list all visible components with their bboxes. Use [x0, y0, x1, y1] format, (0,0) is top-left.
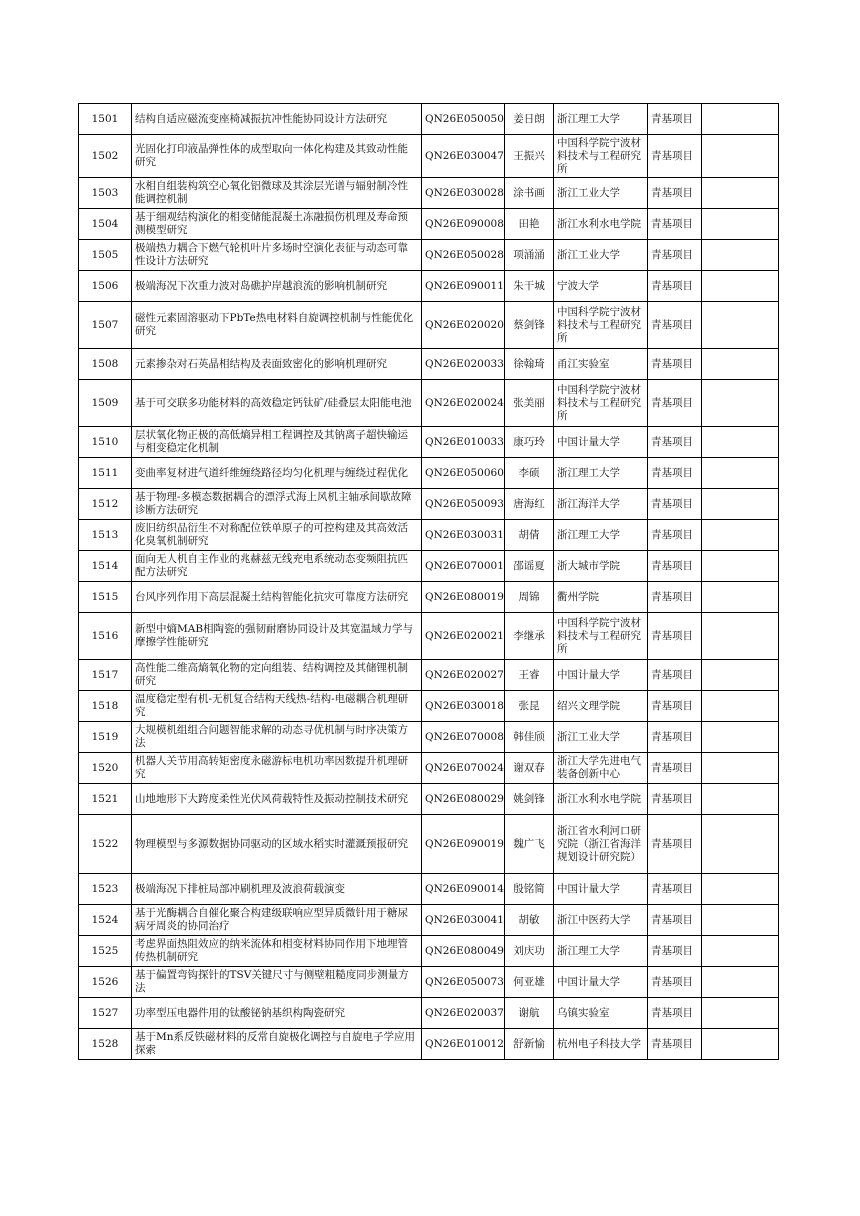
row-number: 1504 [79, 209, 132, 240]
row-number: 1514 [79, 551, 132, 582]
project-code: QN26E010033 [422, 427, 505, 458]
institution: 中国计量大学 [554, 874, 648, 905]
remarks-cell [702, 551, 779, 582]
applicant-name: 朱干城 [505, 271, 554, 302]
institution: 中国科学院宁波材料技术与工程研究所 [554, 302, 648, 349]
table-row [79, 178, 779, 209]
applicant-name: 徐翰琦 [505, 349, 554, 380]
applicant-name: 唐海红 [505, 489, 554, 520]
row-number: 1517 [79, 660, 132, 691]
table-row [79, 874, 779, 905]
project-type: 青基项目 [648, 489, 702, 520]
row-number: 1518 [79, 691, 132, 722]
row-number: 1505 [79, 240, 132, 271]
project-title: 物理模型与多源数据协同驱动的区域水稻实时灌溉预报研究 [132, 815, 422, 874]
institution: 浙江海洋大学 [554, 489, 648, 520]
table-row [79, 135, 779, 178]
project-type: 青基项目 [648, 380, 702, 427]
table-row [79, 998, 779, 1029]
project-type: 青基项目 [648, 784, 702, 815]
project-code: QN26E090014 [422, 874, 505, 905]
project-type: 青基项目 [648, 458, 702, 489]
project-type: 青基项目 [648, 613, 702, 660]
project-title: 光固化打印液晶弹性体的成型取向一体化构建及其致动性能研究 [132, 135, 422, 178]
row-number: 1523 [79, 874, 132, 905]
project-title: 磁性元素固溶驱动下PbTe热电材料自旋调控机制与性能优化研究 [132, 302, 422, 349]
table-row [79, 349, 779, 380]
project-type: 青基项目 [648, 135, 702, 178]
project-type: 青基项目 [648, 1029, 702, 1060]
applicant-name: 殷铭简 [505, 874, 554, 905]
remarks-cell [702, 815, 779, 874]
row-number: 1516 [79, 613, 132, 660]
table-row [79, 302, 779, 349]
project-table [78, 103, 779, 1060]
table-row [79, 936, 779, 967]
institution: 宁波大学 [554, 271, 648, 302]
project-title: 废旧纺织品衍生不对称配位铁单原子的可控构建及其高效活化臭氧机制研究 [132, 520, 422, 551]
applicant-name: 康巧玲 [505, 427, 554, 458]
applicant-name: 谢航 [505, 998, 554, 1029]
project-title: 极端海况下排桩局部冲刷机理及波浪荷载演变 [132, 874, 422, 905]
applicant-name: 张美丽 [505, 380, 554, 427]
project-title: 高性能二维高熵氧化物的定向组装、结构调控及其储锂机制研究 [132, 660, 422, 691]
row-number: 1510 [79, 427, 132, 458]
table-row [79, 660, 779, 691]
remarks-cell [702, 104, 779, 135]
project-type: 青基项目 [648, 209, 702, 240]
applicant-name: 涂书画 [505, 178, 554, 209]
project-title: 温度稳定型有机-无机复合结构天线热-结构-电磁耦合机理研究 [132, 691, 422, 722]
project-title: 元素掺杂对石英晶相结构及表面致密化的影响机理研究 [132, 349, 422, 380]
project-type: 青基项目 [648, 104, 702, 135]
project-type: 青基项目 [648, 815, 702, 874]
institution: 中国科学院宁波材料技术与工程研究所 [554, 380, 648, 427]
institution: 浙大城市学院 [554, 551, 648, 582]
row-number: 1524 [79, 905, 132, 936]
project-type: 青基项目 [648, 551, 702, 582]
institution: 中国科学院宁波材料技术与工程研究所 [554, 135, 648, 178]
project-code: QN26E080029 [422, 784, 505, 815]
project-code: QN26E030028 [422, 178, 505, 209]
applicant-name: 胡倩 [505, 520, 554, 551]
project-title: 基于可交联多功能材料的高效稳定钙钛矿/硅叠层太阳能电池 [132, 380, 422, 427]
remarks-cell [702, 380, 779, 427]
project-type: 青基项目 [648, 427, 702, 458]
applicant-name: 邵谣夏 [505, 551, 554, 582]
institution: 中国科学院宁波材料技术与工程研究所 [554, 613, 648, 660]
row-number: 1519 [79, 722, 132, 753]
table-row [79, 240, 779, 271]
project-title: 面向无人机自主作业的兆赫兹无线充电系统动态变频阻抗匹配方法研究 [132, 551, 422, 582]
project-type: 青基项目 [648, 905, 702, 936]
remarks-cell [702, 967, 779, 998]
project-title: 考虑界面热阻效应的纳米流体和相变材料协同作用下地埋管传热机制研究 [132, 936, 422, 967]
project-code: QN26E030018 [422, 691, 505, 722]
project-type: 青基项目 [648, 520, 702, 551]
project-type: 青基项目 [648, 178, 702, 209]
remarks-cell [702, 240, 779, 271]
project-type: 青基项目 [648, 691, 702, 722]
row-number: 1526 [79, 967, 132, 998]
table-row [79, 520, 779, 551]
project-title: 极端海况下次重力波对岛礁护岸越浪流的影响机制研究 [132, 271, 422, 302]
project-code: QN26E030041 [422, 905, 505, 936]
remarks-cell [702, 613, 779, 660]
project-type: 青基项目 [648, 660, 702, 691]
remarks-cell [702, 874, 779, 905]
remarks-cell [702, 660, 779, 691]
table-row [79, 967, 779, 998]
institution: 甬江实验室 [554, 349, 648, 380]
table-row [79, 1029, 779, 1060]
project-code: QN26E050073 [422, 967, 505, 998]
applicant-name: 蔡剑锋 [505, 302, 554, 349]
table-row [79, 104, 779, 135]
institution: 中国计量大学 [554, 660, 648, 691]
institution: 乌镇实验室 [554, 998, 648, 1029]
table-row [79, 427, 779, 458]
institution: 浙江理工大学 [554, 458, 648, 489]
remarks-cell [702, 1029, 779, 1060]
project-code: QN26E020020 [422, 302, 505, 349]
institution: 绍兴文理学院 [554, 691, 648, 722]
project-type: 青基项目 [648, 998, 702, 1029]
applicant-name: 谢双春 [505, 753, 554, 784]
project-title: 山地地形下大跨度柔性光伏风荷载特性及振动控制技术研究 [132, 784, 422, 815]
institution: 浙江理工大学 [554, 104, 648, 135]
remarks-cell [702, 520, 779, 551]
applicant-name: 胡敏 [505, 905, 554, 936]
applicant-name: 魏广飞 [505, 815, 554, 874]
project-code: QN26E020024 [422, 380, 505, 427]
institution: 杭州电子科技大学 [554, 1029, 648, 1060]
project-code: QN26E010012 [422, 1029, 505, 1060]
project-code: QN26E030047 [422, 135, 505, 178]
project-type: 青基项目 [648, 240, 702, 271]
applicant-name: 田艳 [505, 209, 554, 240]
project-code: QN26E020037 [422, 998, 505, 1029]
project-type: 青基项目 [648, 302, 702, 349]
project-code: QN26E090019 [422, 815, 505, 874]
project-code: QN26E020027 [422, 660, 505, 691]
remarks-cell [702, 998, 779, 1029]
project-title: 水相自组装构筑空心氧化铝微球及其涂层光谱与辐射制冷性能调控机制 [132, 178, 422, 209]
project-title: 基于细观结构演化的相变储能混凝土冻融损伤机理及寿命预测模型研究 [132, 209, 422, 240]
project-title: 机器人关节用高转矩密度永磁游标电机功率因数提升机理研究 [132, 753, 422, 784]
row-number: 1513 [79, 520, 132, 551]
project-code: QN26E050060 [422, 458, 505, 489]
applicant-name: 舒新愉 [505, 1029, 554, 1060]
project-type: 青基项目 [648, 936, 702, 967]
table-row [79, 551, 779, 582]
table-row [79, 784, 779, 815]
remarks-cell [702, 722, 779, 753]
institution: 中国计量大学 [554, 427, 648, 458]
institution: 浙江工业大学 [554, 178, 648, 209]
remarks-cell [702, 178, 779, 209]
table-row [79, 905, 779, 936]
project-title: 大规模机组组合问题智能求解的动态寻优机制与时序决策方法 [132, 722, 422, 753]
applicant-name: 何亚雄 [505, 967, 554, 998]
project-type: 青基项目 [648, 874, 702, 905]
remarks-cell [702, 936, 779, 967]
project-code: QN26E090011 [422, 271, 505, 302]
institution: 浙江理工大学 [554, 936, 648, 967]
project-type: 青基项目 [648, 722, 702, 753]
applicant-name: 姚剑锋 [505, 784, 554, 815]
table-row [79, 458, 779, 489]
institution: 浙江水利水电学院 [554, 209, 648, 240]
institution: 浙江大学先进电气装备创新中心 [554, 753, 648, 784]
row-number: 1520 [79, 753, 132, 784]
table-row [79, 753, 779, 784]
row-number: 1503 [79, 178, 132, 209]
row-number: 1501 [79, 104, 132, 135]
table-row [79, 380, 779, 427]
remarks-cell [702, 427, 779, 458]
project-type: 青基项目 [648, 582, 702, 613]
remarks-cell [702, 271, 779, 302]
row-number: 1508 [79, 349, 132, 380]
project-title: 结构自适应磁流变座椅减振抗冲性能协同设计方法研究 [132, 104, 422, 135]
project-code: QN26E070001 [422, 551, 505, 582]
applicant-name: 王睿 [505, 660, 554, 691]
institution: 浙江理工大学 [554, 520, 648, 551]
remarks-cell [702, 209, 779, 240]
table-row [79, 613, 779, 660]
institution: 浙江水利水电学院 [554, 784, 648, 815]
table-row [79, 271, 779, 302]
table-row [79, 209, 779, 240]
row-number: 1527 [79, 998, 132, 1029]
applicant-name: 韩佳颀 [505, 722, 554, 753]
row-number: 1515 [79, 582, 132, 613]
applicant-name: 王振兴 [505, 135, 554, 178]
project-title: 基于偏置弯钩探针的TSV关键尺寸与侧壁粗糙度同步测量方法 [132, 967, 422, 998]
project-code: QN26E080019 [422, 582, 505, 613]
institution: 浙江工业大学 [554, 240, 648, 271]
project-type: 青基项目 [648, 349, 702, 380]
applicant-name: 刘庆功 [505, 936, 554, 967]
row-number: 1502 [79, 135, 132, 178]
remarks-cell [702, 302, 779, 349]
project-title: 基于光酶耦合自催化聚合构建级联响应型异质微针用于糖尿病牙周炎的协同治疗 [132, 905, 422, 936]
project-title: 层状氧化物正极的高低熵异相工程调控及其钠离子超快输运与相变稳定化机制 [132, 427, 422, 458]
row-number: 1525 [79, 936, 132, 967]
remarks-cell [702, 349, 779, 380]
project-type: 青基项目 [648, 753, 702, 784]
remarks-cell [702, 458, 779, 489]
project-code: QN26E020021 [422, 613, 505, 660]
institution: 浙江工业大学 [554, 722, 648, 753]
row-number: 1507 [79, 302, 132, 349]
project-title: 基于物理-多模态数据耦合的漂浮式海上风机主轴承间歇故障诊断方法研究 [132, 489, 422, 520]
institution: 浙江省水利河口研究院（浙江省海洋规划设计研究院） [554, 815, 648, 874]
project-title: 台风序列作用下高层混凝土结构智能化抗灾可靠度方法研究 [132, 582, 422, 613]
applicant-name: 姜日朗 [505, 104, 554, 135]
remarks-cell [702, 784, 779, 815]
row-number: 1521 [79, 784, 132, 815]
institution: 中国计量大学 [554, 967, 648, 998]
project-code: QN26E050050 [422, 104, 505, 135]
table-row [79, 722, 779, 753]
project-title: 功率型压电器件用的钛酸铋钠基织构陶瓷研究 [132, 998, 422, 1029]
remarks-cell [702, 489, 779, 520]
project-title: 变曲率复材进气道纤维缠绕路径均匀化机理与缠绕过程优化 [132, 458, 422, 489]
project-title: 新型中熵MAB相陶瓷的强韧耐磨协同设计及其宽温域力学与摩擦学性能研究 [132, 613, 422, 660]
project-title: 极端热力耦合下燃气轮机叶片多场时空演化表征与动态可靠性设计方法研究 [132, 240, 422, 271]
project-code: QN26E090008 [422, 209, 505, 240]
remarks-cell [702, 582, 779, 613]
table-body [79, 104, 779, 1060]
applicant-name: 李硕 [505, 458, 554, 489]
remarks-cell [702, 753, 779, 784]
institution: 浙江中医药大学 [554, 905, 648, 936]
remarks-cell [702, 135, 779, 178]
project-title: 基于Mn系反铁磁材料的反常自旋极化调控与自旋电子学应用探索 [132, 1029, 422, 1060]
project-code: QN26E030031 [422, 520, 505, 551]
table-row [79, 691, 779, 722]
row-number: 1509 [79, 380, 132, 427]
project-code: QN26E050093 [422, 489, 505, 520]
applicant-name: 张昆 [505, 691, 554, 722]
project-type: 青基项目 [648, 967, 702, 998]
remarks-cell [702, 691, 779, 722]
applicant-name: 项涌涌 [505, 240, 554, 271]
applicant-name: 李继承 [505, 613, 554, 660]
row-number: 1511 [79, 458, 132, 489]
project-type: 青基项目 [648, 271, 702, 302]
institution: 衢州学院 [554, 582, 648, 613]
project-code: QN26E050028 [422, 240, 505, 271]
project-code: QN26E070008 [422, 722, 505, 753]
row-number: 1512 [79, 489, 132, 520]
remarks-cell [702, 905, 779, 936]
row-number: 1506 [79, 271, 132, 302]
table-row [79, 815, 779, 874]
project-code: QN26E080049 [422, 936, 505, 967]
project-code: QN26E070024 [422, 753, 505, 784]
applicant-name: 周锦 [505, 582, 554, 613]
row-number: 1528 [79, 1029, 132, 1060]
project-code: QN26E020033 [422, 349, 505, 380]
table-row [79, 489, 779, 520]
row-number: 1522 [79, 815, 132, 874]
table-row [79, 582, 779, 613]
